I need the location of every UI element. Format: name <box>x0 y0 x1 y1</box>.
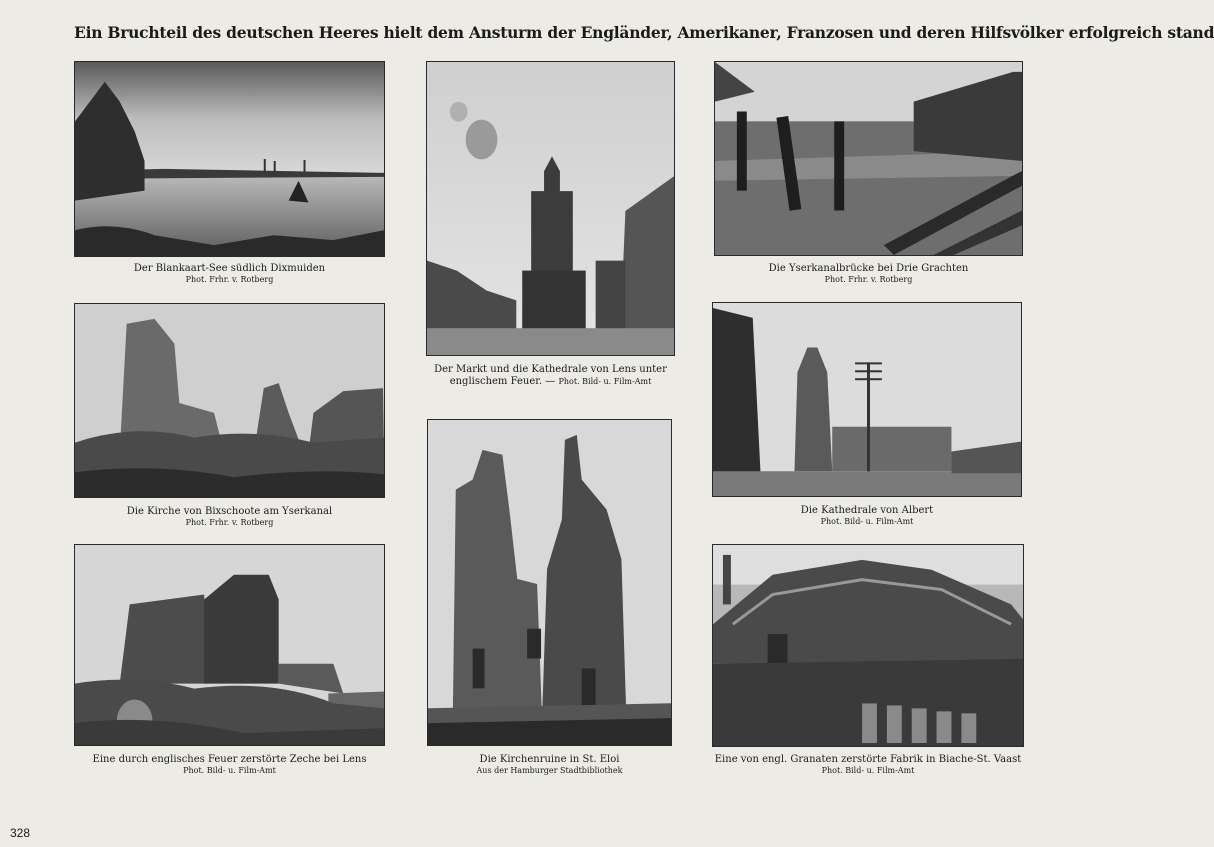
caption-text: Die Kirche von Bixschoote am Yserkanal <box>126 506 333 517</box>
photo-blankaart-lake <box>74 61 385 257</box>
photo-lens-cathedral <box>426 61 675 356</box>
caption-text: Der Blankaart-See südlich Dixmuiden <box>133 263 326 274</box>
caption-text: Eine durch englisches Feuer zerstörte Zeche bei Lens <box>92 754 367 765</box>
photo-credit: Phot. Frhr. v. Rotberg <box>824 275 913 284</box>
photo-yser-canal-bridge <box>714 61 1023 256</box>
caption-text-line2: englischem Feuer. — <box>449 376 556 387</box>
caption-blankaart-lake <box>74 263 385 285</box>
photo-credit: Phot. Bild- u. Film-Amt <box>821 766 915 775</box>
caption-text: Die Kathedrale von Albert <box>800 505 934 516</box>
photo-st-eloi-ruin <box>427 419 672 746</box>
photo-credit: Phot. Frhr. v. Rotberg <box>185 518 274 527</box>
photo-lens-colliery <box>74 544 385 746</box>
caption-lens-colliery <box>74 754 385 776</box>
photo-credit: Phot. Frhr. v. Rotberg <box>185 275 274 284</box>
photo-credit: Aus der Hamburger Stadtbibliothek <box>476 766 623 775</box>
photo-credit: Phot. Bild- u. Film-Amt <box>558 377 652 386</box>
caption-text-line1: Der Markt und die Kathedrale von Lens unter <box>434 364 667 375</box>
page-title: Ein Bruchteil des deutschen Heeres hielt dem Ansturm der Engländer, Amerikaner, Franzosen und deren Hilfsvölker erfolgreich stand <box>74 23 1214 42</box>
photo-credit: Phot. Bild- u. Film-Amt <box>183 766 276 775</box>
caption-albert-cathedral <box>712 505 1022 527</box>
photo-bixschoote-church <box>74 303 385 498</box>
caption-text: Die Yserkanalbrücke bei Drie Grachten <box>768 263 969 274</box>
caption-lens-cathedral <box>426 364 675 388</box>
photo-credit: Phot. Bild- u. Film-Amt <box>820 517 914 526</box>
caption-yser-canal-bridge <box>714 263 1023 285</box>
caption-bixschoote-church <box>74 506 385 528</box>
photo-biache-factory <box>712 544 1024 747</box>
photo-albert-cathedral <box>712 302 1022 497</box>
page-number: 328 <box>10 826 31 840</box>
caption-biache-factory <box>712 754 1024 776</box>
caption-text: Eine von engl. Granaten zerstörte Fabrik in Biache-St. Vaast <box>714 754 1022 765</box>
caption-text: Die Kirchenruine in St. Eloi <box>479 754 620 765</box>
caption-st-eloi-ruin <box>427 754 672 776</box>
